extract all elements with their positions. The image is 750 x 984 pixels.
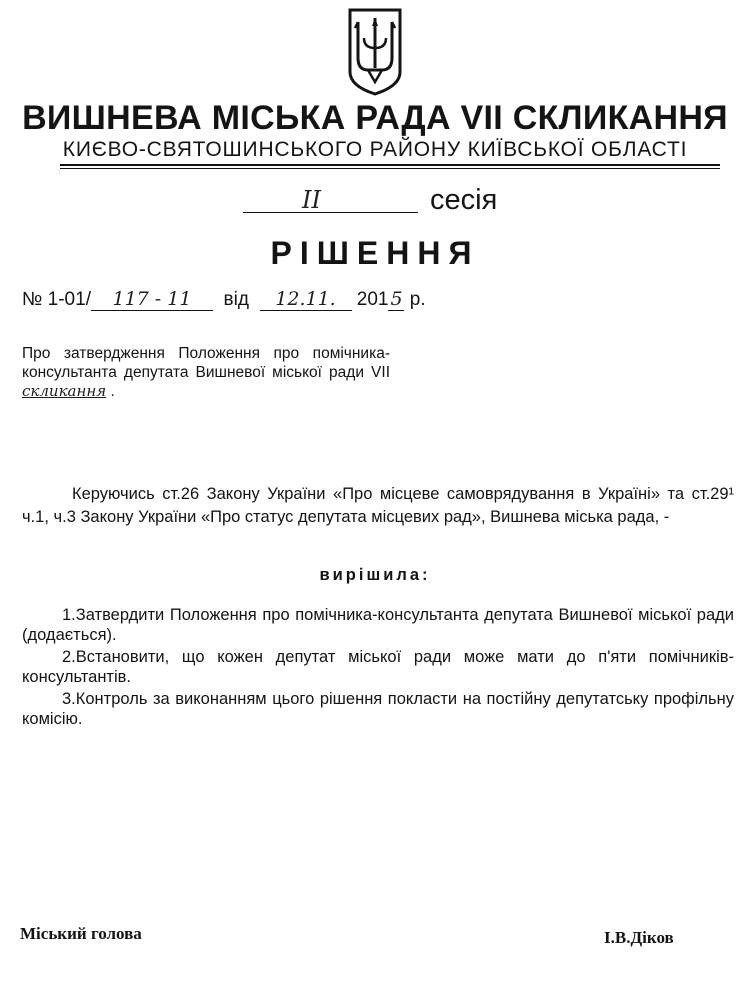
document-title: РІШЕННЯ [270, 235, 480, 271]
decision-number-row [22, 286, 426, 314]
preamble: Керуючись ст.26 Закону України «Про місцеве самоврядування в Україні» та ст.29¹ ч.1, ч.3 Закону України «Про статус депутата місцевих рад», Вишнева міська рада, - [22, 485, 734, 526]
date-prefix: від [223, 289, 249, 310]
decision-item: 1.Затвердити Положення про помічника-консультанта депутата Вишневої міської ради (додається). [22, 606, 734, 644]
decided-heading: вирішила: [319, 566, 431, 584]
session-label: сесія [430, 184, 498, 216]
decision-item: 3.Контроль за виконанням цього рішення покласти на постійну депутатську профільну комісію. [22, 690, 734, 728]
decision-items [22, 606, 734, 732]
session-number: ІІ [302, 186, 321, 214]
header-divider [60, 164, 720, 166]
subject-handwritten: скликання [22, 382, 107, 400]
council-name: ВИШНЕВА МІСЬКА РАДА VII СКЛИКАННЯ [22, 99, 728, 137]
year-suffix: р. [409, 289, 426, 310]
decision-year: 5 [390, 288, 403, 310]
trident-icon [346, 8, 404, 96]
decision-date: 12.11. [260, 288, 352, 311]
decision-number: 117 - 11 [91, 288, 213, 311]
district-name: КИЄВО-СВЯТОШИНСЬКОГО РАЙОНУ КИЇВСЬКОЇ ОБЛАСТІ [62, 138, 688, 161]
number-prefix: № 1-01/ [22, 289, 91, 310]
subject-end: . [110, 383, 115, 400]
subject-text: Про затвердження Положення про помічника-консультанта депутата Вишневої міської ради VII [22, 345, 390, 381]
session-number-line [243, 212, 418, 213]
decision-item: 2.Встановити, що кожен депутат міської ради може мати до п'яти помічників-консультантів. [22, 648, 734, 686]
decision-subject [22, 344, 390, 401]
signatory-name: І.В.Діков [604, 928, 674, 947]
year-prefix: 201 [356, 289, 389, 310]
signatory-position: Міський голова [20, 924, 142, 943]
header-divider-thin [60, 168, 720, 169]
